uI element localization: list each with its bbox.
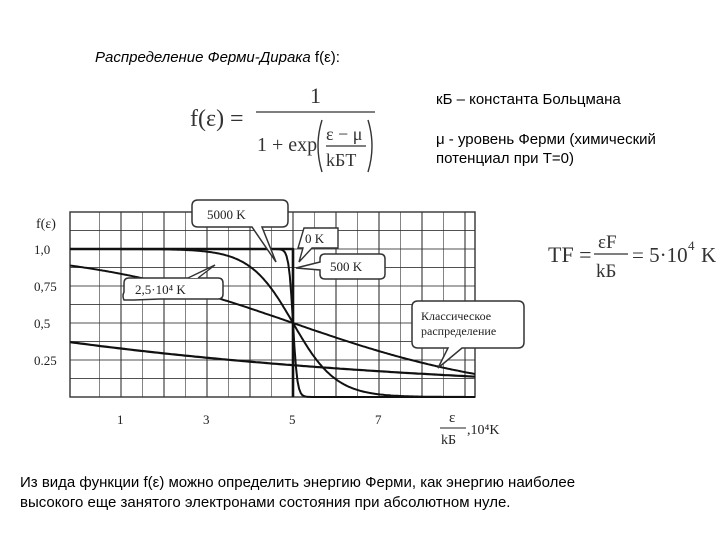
y-axis-label: f(ε) [36, 217, 56, 232]
callout-classical-line2: распределение [421, 324, 497, 338]
formula-den-prefix: 1 + exp [257, 134, 318, 156]
x-axis-label-unit: ,10⁴K [467, 423, 500, 438]
title-main: Распределение Ферми-Дирака [95, 49, 311, 66]
fermi-dirac-formula [190, 83, 375, 172]
formula-left-paren [318, 120, 322, 172]
tf-rhs: = 5·10 [632, 243, 688, 267]
callout-500k-text: 500 K [330, 259, 363, 274]
formula-numerator: 1 [310, 83, 321, 108]
fermi-temperature-formula [548, 232, 716, 282]
x-tick-label: 1 [117, 412, 124, 427]
fermi-dirac-chart [34, 200, 524, 448]
formula-right-paren [368, 120, 372, 172]
title-tail: f(ε): [310, 49, 340, 66]
tf-unit: K [701, 243, 717, 267]
y-tick-label: 0.25 [34, 353, 57, 368]
callout-0k-text: 0 K [305, 231, 325, 246]
boltzmann-note: кБ – константа Больцмана [436, 91, 621, 108]
tf-exponent: 4 [688, 238, 695, 253]
callout-classical-line1: Классическое [421, 309, 492, 323]
callout-500k [296, 254, 385, 279]
fermi-level-note-line2: потенциал при T=0) [436, 150, 574, 167]
callout-5000k-text: 5000 K [207, 207, 246, 222]
tf-frac-num: εF [598, 232, 617, 253]
callout-25000k [123, 265, 223, 300]
y-tick-label: 0,75 [34, 279, 57, 294]
y-tick-label: 1,0 [34, 242, 51, 257]
conclusion-line1: Из вида функции f(ε) можно определить энергию Ферми, как энергию наиболее [20, 474, 576, 491]
callout-25000k-pointer [188, 265, 215, 278]
tf-lhs: TF = [548, 242, 592, 267]
y-tick-label: 0,5 [34, 316, 51, 331]
x-tick-label: 3 [203, 412, 210, 427]
callout-25000k-text: 2,5·10⁴ K [135, 282, 186, 297]
callout-classical [412, 301, 524, 368]
x-tick-label: 7 [375, 412, 382, 427]
formula-lhs: f(ε) = [190, 106, 244, 132]
fermi-level-note-line1: μ - уровень Ферми (химический [436, 131, 656, 148]
x-tick-label: 5 [289, 412, 296, 427]
x-axis-label-den: kБ [441, 433, 457, 448]
conclusion-line2: высокого еще занятого электронами состояния при абсолютном нуле. [20, 494, 511, 511]
formula-inner-den: kБT [326, 150, 357, 170]
formula-inner-num: ε − μ [326, 124, 363, 144]
x-axis-label [440, 410, 500, 448]
tf-frac-den: kБ [596, 261, 617, 282]
x-axis-label-num: ε [449, 410, 456, 426]
